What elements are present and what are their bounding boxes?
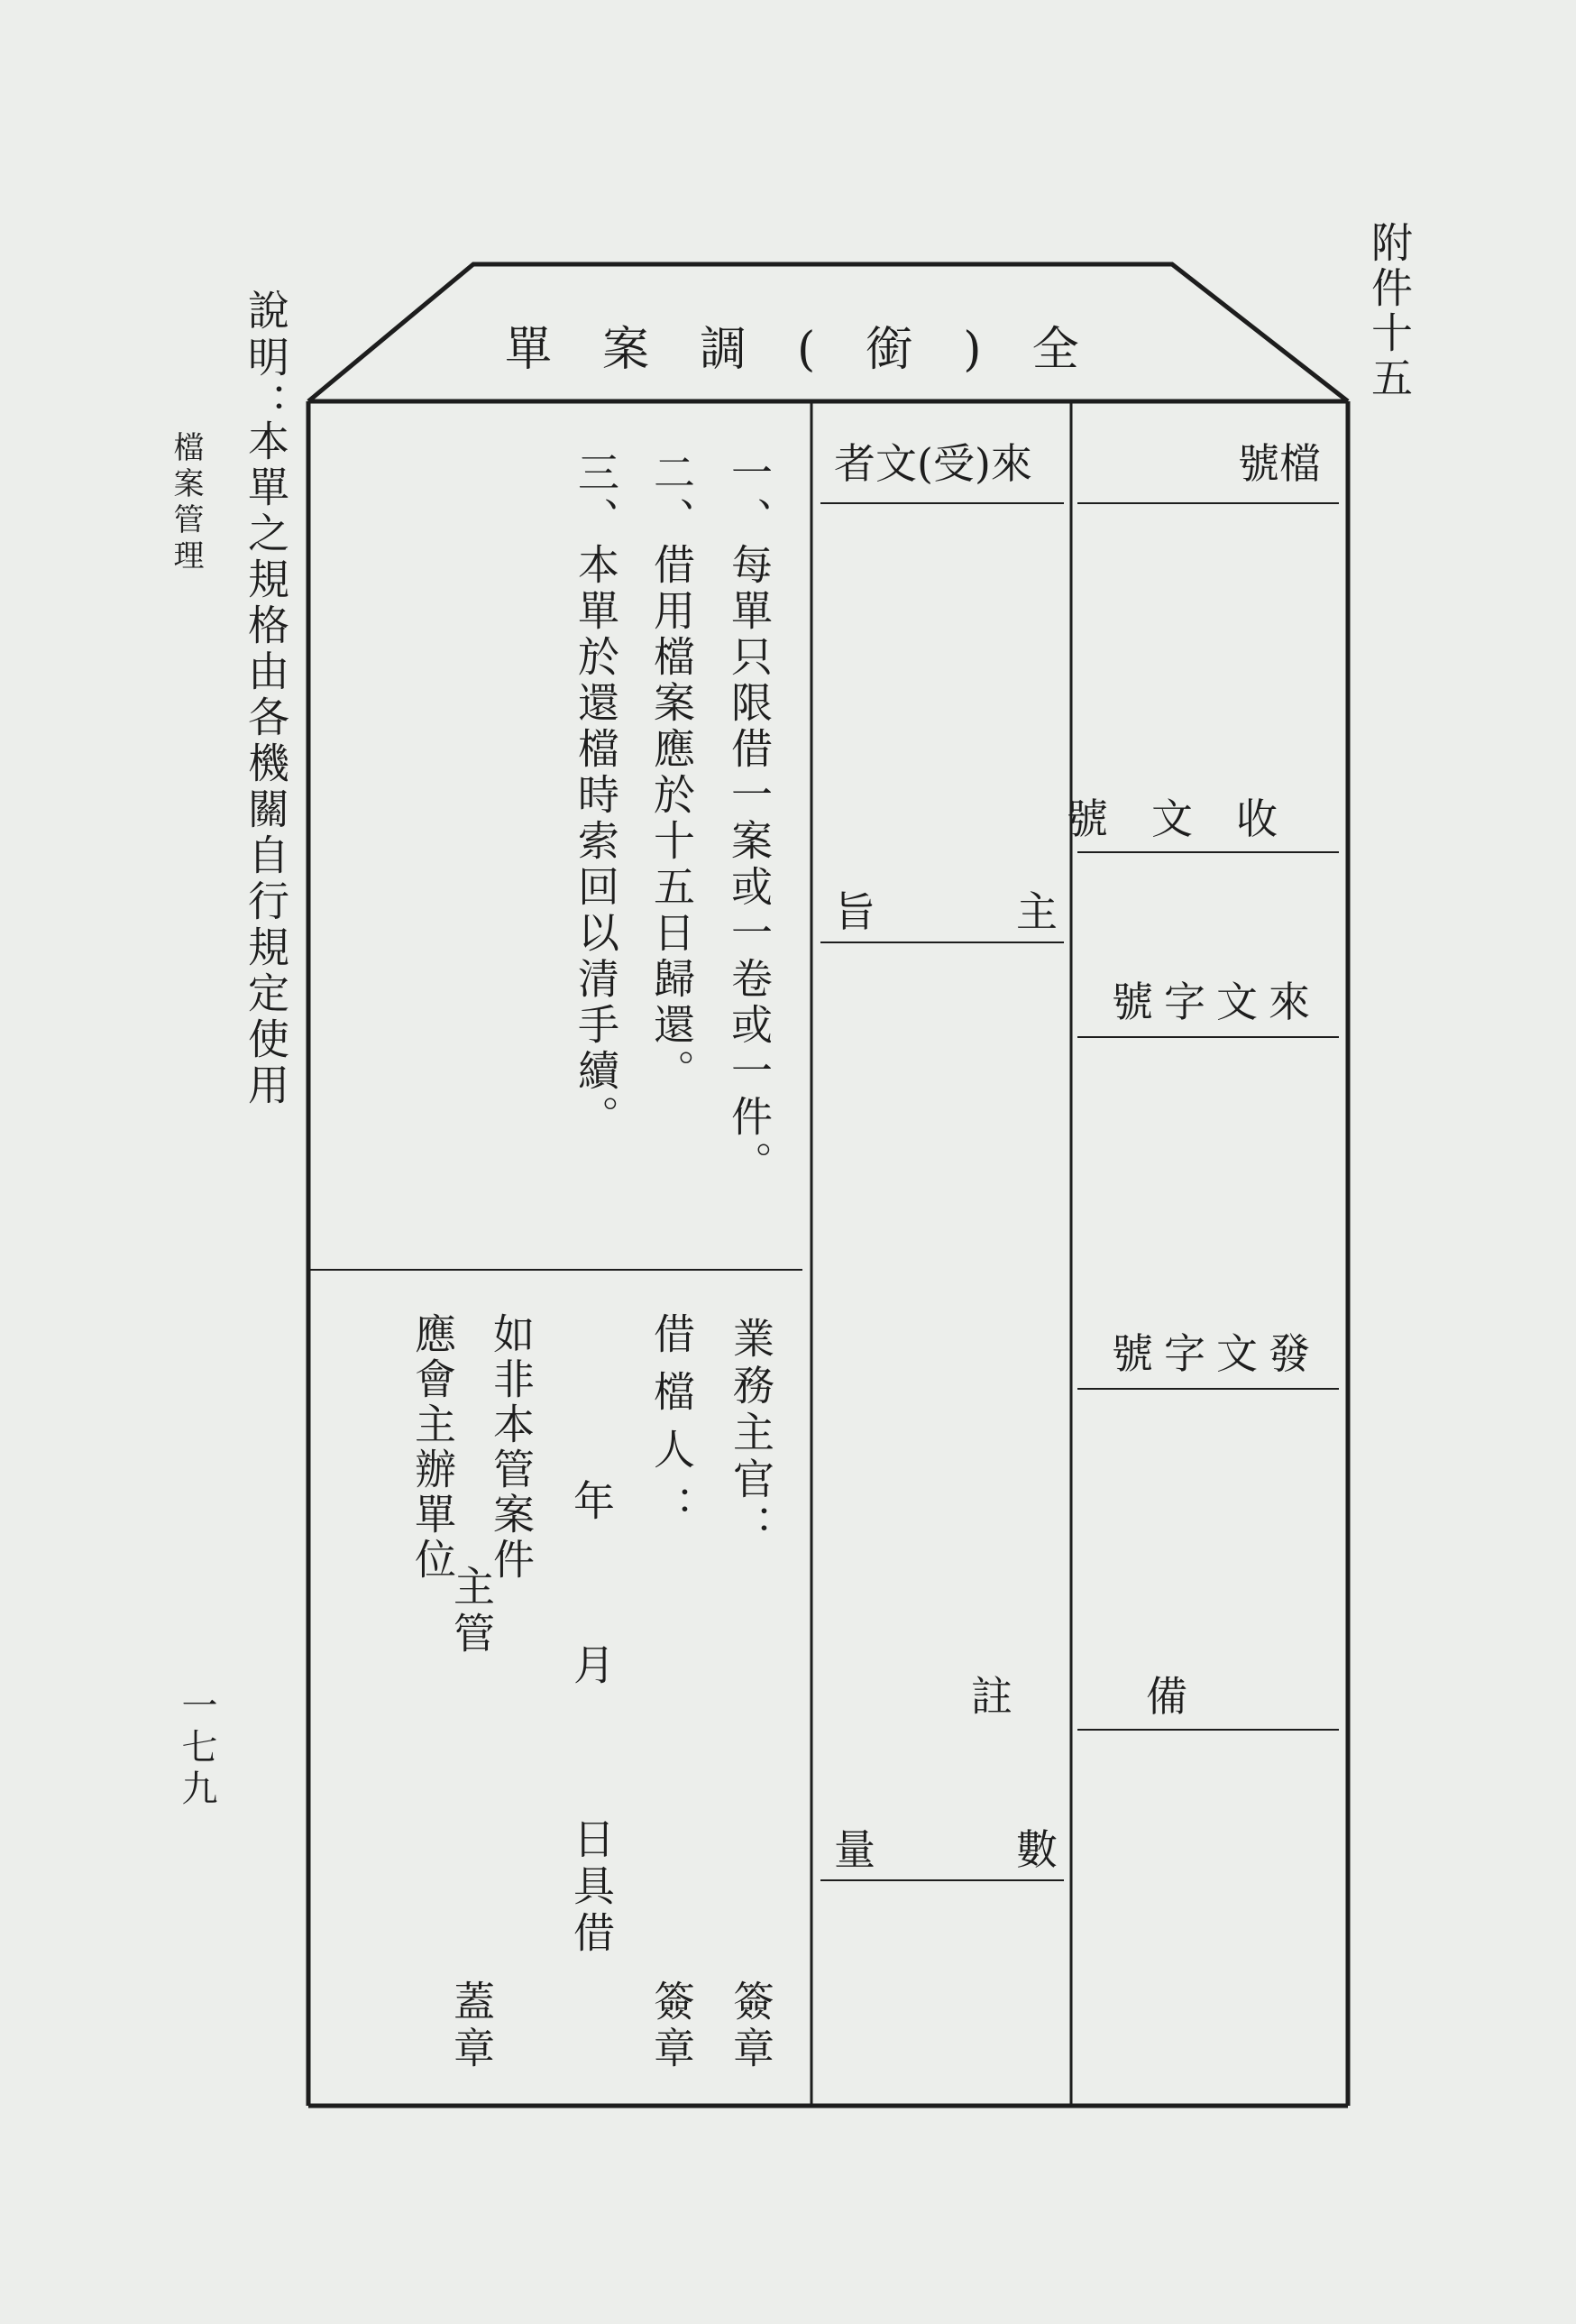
field-outgoing-ref: 發文字號: [1112, 1329, 1321, 1378]
borrower-seal: 簽章: [647, 1980, 696, 2073]
section-title: 檔案管理: [168, 431, 204, 575]
field-quantity: 數量: [834, 1825, 1198, 1874]
supervisor-seal: 簽章: [727, 1980, 775, 2073]
note-3: 三、本單於還檔時索回以清手續。: [572, 451, 620, 1141]
not-own-case: 如非本管案件: [487, 1312, 536, 1583]
date-day: 日具借: [567, 1817, 616, 1958]
host-unit: 應會主辦單位: [408, 1312, 457, 1583]
stamp-label: 蓋章: [447, 1980, 496, 2073]
field-file-number-label: 檔號: [1238, 439, 1321, 488]
date-year: 年: [567, 1479, 616, 1526]
field-remarks: 備註: [971, 1672, 1321, 1721]
explanation-label: 說明：: [242, 289, 290, 429]
form-title: 全(銜)調案單: [505, 323, 1130, 377]
chief-label: 主管: [447, 1565, 496, 1658]
field-correspondent: 來(受)文者: [834, 439, 1032, 488]
explanation-text: 本單之規格由各機關自行規定使用: [242, 419, 290, 1109]
borrower-label: 借檔人：: [647, 1312, 696, 1543]
date-month: 月: [567, 1643, 616, 1690]
note-2: 二、借用檔案應於十五日歸還。: [647, 451, 696, 1095]
page-number: 一七九: [176, 1686, 217, 1811]
field-incoming-ref: 來文字號: [1112, 978, 1321, 1026]
field-subject: 主旨: [834, 887, 1198, 936]
field-received-number: 收文號: [1067, 795, 1321, 843]
field-file-number: [1095, 431, 1321, 491]
note-1: 一、每單只限借一案或一卷或一件。: [725, 451, 774, 1187]
attachment-label: 附件十五: [1365, 221, 1414, 401]
supervisor-label: 業務主官：: [727, 1317, 775, 1551]
